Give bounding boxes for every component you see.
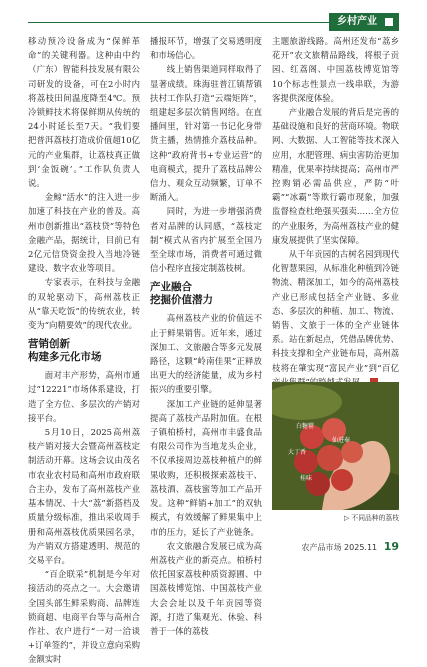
column-3 xyxy=(272,34,399,389)
column-2 xyxy=(150,34,262,638)
paragraph: 移动预冷设备成为“保鲜革命”的关键利器。这种由中约（广东）智能科技发展有限公司研发的设备，可在2小时内将荔枝田间温度降至4℃。预冷锁鲜技术将保鲜期从传统的24小时延长至7天。“我们要把普洱荔枝打造成价值超10亿元的产业集群，让荔枝真正做到‘金饭碗’。”工作队负责人说。 xyxy=(28,36,140,189)
paragraph: 主题旅游线路。高州还发布“荔乡花开”农文旅精品路线，将根子贡园、红荔阁、中国荔枝博览馆等10个标志性景点一线串联，为游客提供深度体验。 xyxy=(272,36,399,103)
paragraph: 农文旅融合发展已成为高州荔枝产业的新亮点。柏桥村依托国家荔枝种质资源圃、中国荔枝博览馆、中国荔枝产业大会会址以及千年贡园等资源，打造了集观光、休验、科普于一体的荔枝 xyxy=(150,540,262,636)
paragraph: 高州荔枝产业的价值远不止于鲜果销售。近年来，通过深加工、文旅融合等多元发展路径，这颗“岭南佳果”正释放出更大的经济能量，成为乡村振兴的重要引擎。 xyxy=(150,313,262,395)
column-1 xyxy=(28,34,140,667)
photo-caption: ▷ 不同品种的荔枝 xyxy=(344,514,399,522)
paragraph: 金鲸“活水”的注入进一步加速了科技在产业的普及。高州市创新推出“荔枝贷”等特色金融产品，据统计，目前已有2亿元信贷资金投入当地冷链建设、数字农业等项目。 xyxy=(28,192,140,274)
photo-label: 白糖罂 xyxy=(296,423,315,430)
lychee-photo xyxy=(272,382,399,510)
photo-label: 桂味 xyxy=(300,475,313,482)
page-footer xyxy=(302,540,400,553)
header-rule xyxy=(28,22,378,23)
paragraph: 同时，为进一步增强消费者对品牌的认同感，“荔枝定制”模式从省内扩展至全国乃至全球市场，消费者可通过微信小程序直接定制荔枝树。 xyxy=(150,206,262,274)
paragraph: 播报环节，增强了交易透明度和市场信心。 xyxy=(150,36,262,61)
page-number: 19 xyxy=(383,540,399,553)
caption-text: 不同品种的荔枝 xyxy=(351,514,399,522)
photo-label: 大丁香 xyxy=(288,449,307,456)
paragraph: 专家表示，在科技与金融的双轮驱动下，高州荔枝正从“靠天吃饭”的传统农业，转变为“向精要效”的现代农业。 xyxy=(28,277,140,331)
magazine-name: 农产品市场 xyxy=(301,543,342,552)
section-tab xyxy=(329,13,399,31)
section-heading-marketing: 营销创新 构建多元化市场 xyxy=(28,338,102,364)
section-title: 乡村产业 xyxy=(337,16,377,27)
paragraph: 产业融合发展的背后是完善的基础设施和良好的营商环境。物联网、大数据、人工智能等技术深入应用，水肥管理、病虫害防治更加精准，优果率持续提高；高州市严控购销必需品供应，严防“叶霸”“冰霸”等欺行霸市现象，加强监督检查杜绝强买强卖……全方位的产业服务，为高州荔枝产业的健康发展提供了坚实保障。 xyxy=(272,107,399,245)
square-icon xyxy=(385,18,393,26)
section-heading-integration: 产业融合 挖掘价值潜力 xyxy=(150,281,213,307)
paragraph: 线上销售渠道同样取得了显著成绩。珠海驻普江镇帮镇扶村工作队打造“云端矩阵”，组建起多层次销售网络。在直播间里，针对第一书记化身带货主播，热情推介荔枝品种。这种“政府背书+专业运营”的电商模式，提升了荔枝品牌公信力、观众互动频繁，订单不断涌入。 xyxy=(150,64,262,203)
paragraph: “百企联采”机制是今年对接活动的亮点之一。大会邀请全国头部生鲜采购商、品牌连锁商超、电商平台等与高州合作社、农户进行“一对一洽谈+订单签约”，并设立意向采购金额实时 xyxy=(28,569,140,665)
paragraph: 5月10日，2025高州荔枝产销对接大会暨高州荔枝定制活动开幕。这场会议由茂名市农业农村局和高州市政府联合主办，发布了高州荔枝产业基本情况、十大“荔”新搭档及质量分级标准，推出采收周手册和高州荔枝优质果园名录，为产销双方搭建透明、规范的交易平台。 xyxy=(28,427,140,565)
paragraph-text: 从千年贡园的古树名园到现代化智慧果园，从标准化种植到冷链物流、精深加工，如今的高州荔枝产业已形成包括全产业链、多业态、多层次的种植、加工、物流、销售、文旅于一体的全产业链体系。站在新起点，凭借品牌优势、科技支撑和全产业链布局，高州荔枝将在肇实现“富民产业”到“百亿 xyxy=(272,249,399,373)
photo-label: 仙进奉 xyxy=(332,437,351,444)
lychee-illustration xyxy=(272,382,399,510)
issue-number: 2025.11 xyxy=(344,543,378,552)
paragraph xyxy=(272,247,399,389)
paragraph: 面对丰产形势，高州市通过“12221”市场体系建设，打造了全方位、多层次的产销对接平台。 xyxy=(28,370,140,423)
paragraph: 深加工产业链的延伸显著提高了荔枝产品附加值。在根子镇柏桥村，高州市丰盛食品有限公司作为当地龙头企业，不仅承接周边荔枝种植户的鲜果收购，还积极探索荔枝干、荔枝酒、荔枝蜜等加工产品开发。这种“鲜销+加工”的双轨模式，有效缓解了鲜果集中上市的压力，延长了产业链条。 xyxy=(150,398,262,537)
